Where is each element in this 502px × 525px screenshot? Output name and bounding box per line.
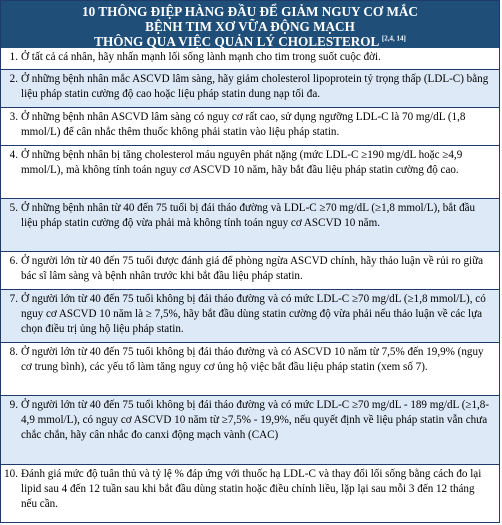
list-item-10 [1, 465, 499, 523]
list-item-9 [1, 396, 499, 465]
list-item-1 [1, 48, 499, 70]
item-number: 7. [9, 293, 18, 305]
list-item-3 [1, 108, 499, 146]
list-item-7 [1, 290, 499, 343]
item-number: 6. [9, 255, 18, 267]
list-item-8 [1, 343, 499, 396]
item-number: 9. [9, 399, 18, 411]
item-text: Ở người lớn từ 40 đến 75 tuổi được đánh giá để phòng ngừa ASCVD chính, hãy thảo luận về rủi ro giữa bác sĩ lâm sàng và bệnh nhân trước khi bắt đầu liệu pháp statin. [21, 255, 484, 283]
item-number: 5. [9, 202, 18, 214]
table-header [1, 1, 499, 48]
item-text: Ở những bệnh nhân mắc ASCVD lâm sàng, hãy giảm cholesterol lipoprotein tỷ trọng thấp (LDL-C) bằng liệu pháp statin cường độ cao hoặc liệu pháp statin dung nạp tối đa. [21, 73, 489, 101]
list-item-5 [1, 199, 499, 252]
item-text: Ở người lớn từ 40 đến 75 tuổi không bị đái tháo đường và có mức LDL-C ≥70 mg/dL - 189 mg/dL (≥1,8-4,9 mmol/L), có nguy cơ ASCVD 10 năm từ ≥7,5% - 19,9%, nếu quyết định về liệu pháp statin vẫn chưa chắc chắn, hãy cân nhắc đo canxi động mạch vành (CAC) [21, 399, 490, 442]
item-number: 10. [4, 468, 18, 480]
item-number: 8. [9, 346, 18, 358]
item-text: Ở tất cả cá nhân, hãy nhấn mạnh lối sống lành mạnh cho tim trong suốt cuộc đời. [21, 51, 381, 63]
list-item-2 [1, 70, 499, 108]
item-text: Ở những bệnh nhân ASCVD lâm sàng có nguy cơ rất cao, sử dụng ngưỡng LDL-C là 70 mg/dL (1,8 mmol/L) để cân nhắc thêm thuốc không phải statin vào liệu pháp statin. [21, 111, 466, 139]
item-number: 4. [9, 149, 18, 161]
header-line-3-text: THÔNG QUA VIỆC QUẢN LÝ CHOLESTEROL [94, 34, 379, 49]
item-text: Ở người lớn từ 40 đến 75 tuổi không bị đái tháo đường và có mức LDL-C ≥70 mg/dL (≥1,8 mmol/L), có nguy cơ ASCVD 10 năm là ≥ 7,5%, hãy bắt đầu dùng statin cường độ vừa phải nếu thảo luận về các lựa chọn điều trị ủng hộ liệu pháp statin. [21, 293, 486, 336]
header-line-2: BỆNH TIM XƠ VỮA ĐỘNG MẠCH [145, 19, 355, 34]
list-item-6 [1, 252, 499, 290]
item-number: 2. [9, 73, 18, 85]
item-text: Ở những bệnh nhân từ 40 đến 75 tuổi bị đái tháo đường và LDL-C ≥70 mg/dL (≥1,8 mmol/L), bắt đầu liệu pháp statin cường độ vừa phải mà không tính toán nguy cơ ASCVD 10 năm. [21, 202, 476, 230]
item-text: Ở người lớn từ 40 đến 75 tuổi không bị đái tháo đường và có ASCVD 10 năm từ 7,5% đến 19,9% (nguy cơ trung bình), các yếu tố làm tăng nguy cơ ủng hộ việc bắt đầu liệu pháp statin (xem số 7). [21, 346, 484, 374]
header-line-1: 10 THÔNG ĐIỆP HÀNG ĐẦU ĐỂ GIẢM NGUY CƠ MẮC [82, 4, 418, 19]
item-text: Đánh giá mức độ tuân thủ và tỷ lệ % đáp ứng với thuốc hạ LDL-C và thay đổi lối sống bằng cách đo lại lipid sau 4 đến 12 tuần sau khi bắt đầu dùng statin hoặc điều chỉnh liều, lặp lại sau mỗi 3 đến 12 tháng nếu cần. [21, 468, 482, 511]
item-number: 3. [9, 111, 18, 123]
message-list [1, 48, 499, 523]
header-references: [2,4, 14] [381, 34, 406, 43]
header-line-3 [5, 34, 495, 49]
list-item-4 [1, 146, 499, 199]
item-number: 1. [9, 51, 18, 63]
item-text: Ở những bệnh nhân bị tăng cholesterol máu nguyên phát nặng (mức LDL-C ≥190 mg/dL hoặc ≥4,9 mmol/L), mà không tính toán nguy cơ ASCVD 10 năm, hãy bắt đầu liệu pháp statin cường độ cao. [21, 149, 463, 177]
